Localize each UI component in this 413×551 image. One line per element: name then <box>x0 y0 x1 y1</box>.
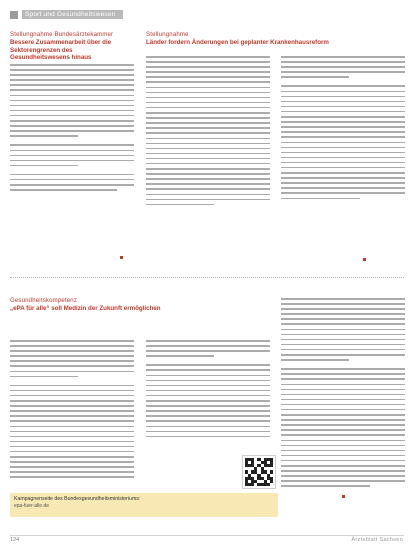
article-1-body <box>10 64 134 194</box>
campaign-info-title: Kampagnenseite des Bundesgesundheitsministeriums: <box>14 496 141 502</box>
article-3-headline: „ePA für alle“ soll Medizin der Zukunft ermöglichen <box>10 305 161 312</box>
magazine-name: Ärzteblatt Sachsen <box>351 537 403 543</box>
article-2-kicker: Stellungnahme <box>146 32 189 38</box>
article-2-header <box>146 31 406 47</box>
article-3-body-col3 <box>281 298 405 490</box>
article-3-body-col2 <box>146 340 270 441</box>
section-label-text: Sport und Gesundheitswesen <box>22 10 123 19</box>
article-3-body-col1 <box>10 340 134 482</box>
section-divider <box>10 277 404 278</box>
article-1-headline: Bessere Zusammenarbeit über die Sektorengrenzen des Gesundheitswesens hinaus <box>10 39 112 61</box>
section-marker-icon <box>10 11 18 19</box>
article-1-kicker: Stellungnahme Bundesärztekammer <box>10 32 114 38</box>
article-1-end-mark <box>120 256 123 259</box>
article-2-body-col2 <box>281 56 405 203</box>
qr-code <box>242 455 276 489</box>
article-2-body-col1 <box>146 56 270 209</box>
article-3-kicker: Gesundheitskompetenz <box>10 298 78 304</box>
section-label <box>10 9 123 20</box>
article-1-header <box>10 31 132 62</box>
campaign-info-box <box>10 493 278 517</box>
article-2-end-mark <box>363 258 366 261</box>
article-2-headline: Länder fordern Änderungen bei geplanter Krankenhausreform <box>146 39 329 46</box>
article-3-end-mark <box>342 495 345 498</box>
campaign-link[interactable]: epa-fuer-alle.de <box>14 503 50 509</box>
page-number: 124 <box>10 537 20 543</box>
footer-divider <box>10 535 404 536</box>
article-3-header <box>10 297 278 313</box>
